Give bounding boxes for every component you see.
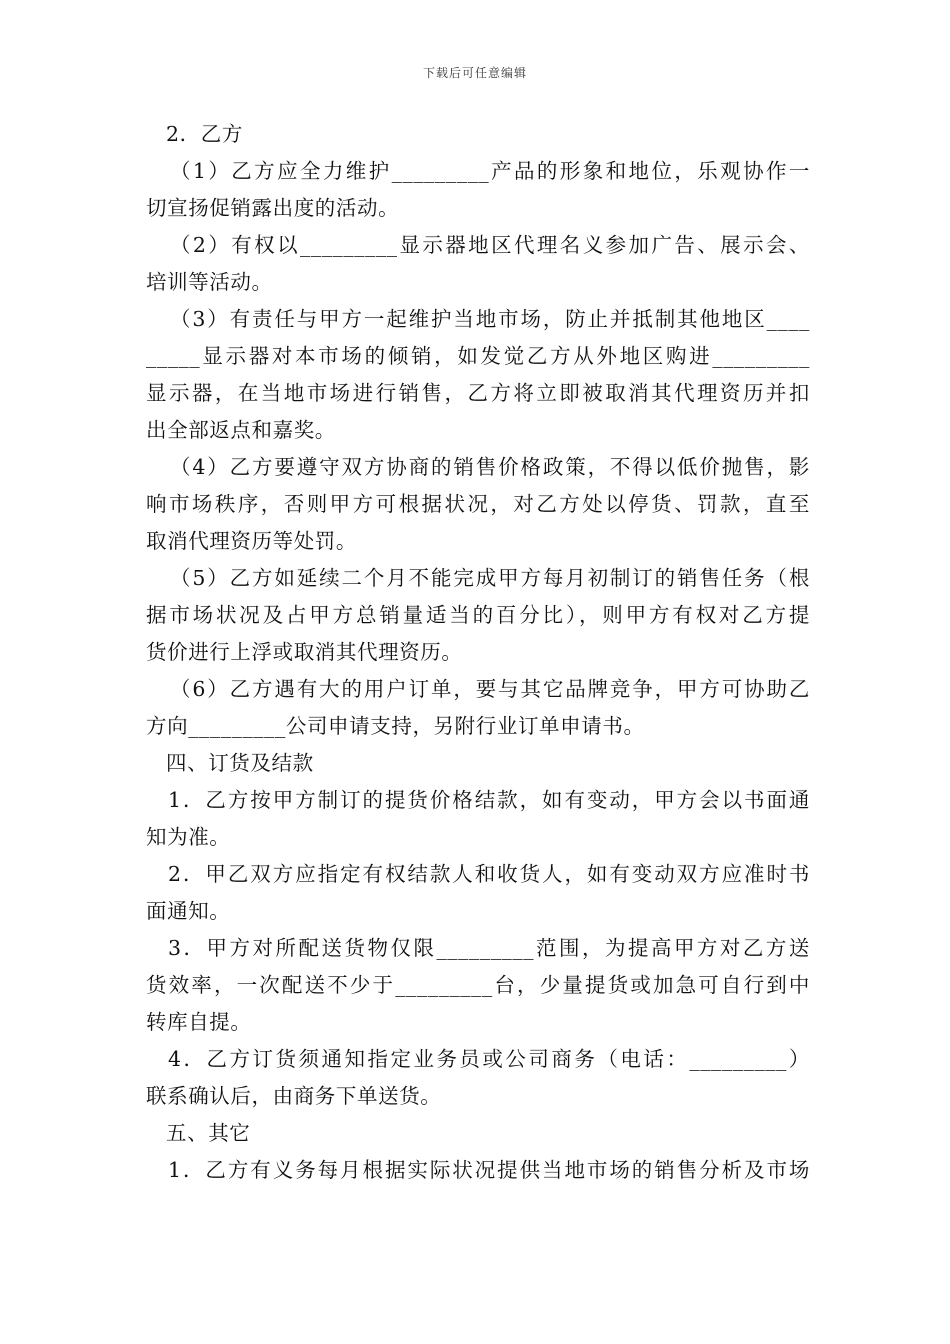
clause-line: 3．甲方对所配送货物仅限_________范围，为提高甲方对乙方送	[168, 936, 810, 960]
clause-line: （6）乙方遇有大的用户订单，要与其它品牌竞争，甲方可协助乙	[170, 677, 810, 701]
section-heading: 五、其它	[166, 1121, 251, 1145]
clause-line: （4）乙方要遵守双方协商的销售价格政策，不得以低价抛售，影	[170, 455, 810, 479]
clause-line: 据市场状况及占甲方总销量适当的百分比），则甲方有权对乙方提	[146, 603, 810, 627]
clause-line: 取消代理资历等处罚。	[146, 529, 357, 553]
clause-line: 货价进行上浮或取消其代理资历。	[146, 640, 463, 664]
clause-line: 货效率，一次配送不少于_________台，少量提货或加急可自行到中	[146, 973, 810, 997]
clause-line: 显示器，在当地市场进行销售，乙方将立即被取消其代理资历并扣	[146, 381, 810, 405]
clause-line: 知为准。	[146, 825, 231, 849]
clause-line: （2）有权以_________显示器地区代理名义参加广告、展示会、	[170, 233, 810, 257]
clause-line: 面通知。	[146, 899, 231, 923]
section-heading: 2．乙方	[166, 122, 243, 146]
clause-line: _____显示器对本市场的倾销，如发觉乙方从外地区购进_________	[146, 344, 810, 368]
clause-line: 切宣扬促销露出度的活动。	[146, 196, 400, 220]
clause-line: （5）乙方如延续二个月不能完成甲方每月初制订的销售任务（根	[170, 566, 810, 590]
page-header: 下载后可任意编辑	[422, 66, 527, 80]
clause-line: 出全部返点和嘉奖。	[146, 418, 336, 442]
clause-line: （1）乙方应全力维护_________产品的形象和地位，乐观协作一	[170, 159, 810, 183]
clause-line: 1．乙方有义务每月根据实际状况提供当地市场的销售分析及市场	[168, 1158, 810, 1182]
clause-line: （3）有责任与甲方一起维护当地市场，防止并抵制其他地区____	[170, 307, 810, 331]
clause-line: 4．乙方订货须通知指定业务员或公司商务（电话：_________）	[168, 1047, 810, 1071]
clause-line: 转库自提。	[146, 1010, 252, 1034]
clause-line: 方向_________公司申请支持，另附行业订单申请书。	[146, 714, 645, 738]
clause-line: 联系确认后，由商务下单送货。	[146, 1084, 442, 1108]
section-heading: 四、订货及结款	[166, 751, 314, 775]
clause-line: 2．甲乙双方应指定有权结款人和收货人，如有变动双方应准时书	[168, 862, 810, 886]
clause-line: 1．乙方按甲方制订的提货价格结款，如有变动，甲方会以书面通	[168, 788, 810, 812]
clause-line: 响市场秩序，否则甲方可根据状况，对乙方处以停货、罚款，直至	[146, 492, 810, 516]
document-body	[146, 116, 810, 1189]
clause-line: 培训等活动。	[146, 270, 273, 294]
